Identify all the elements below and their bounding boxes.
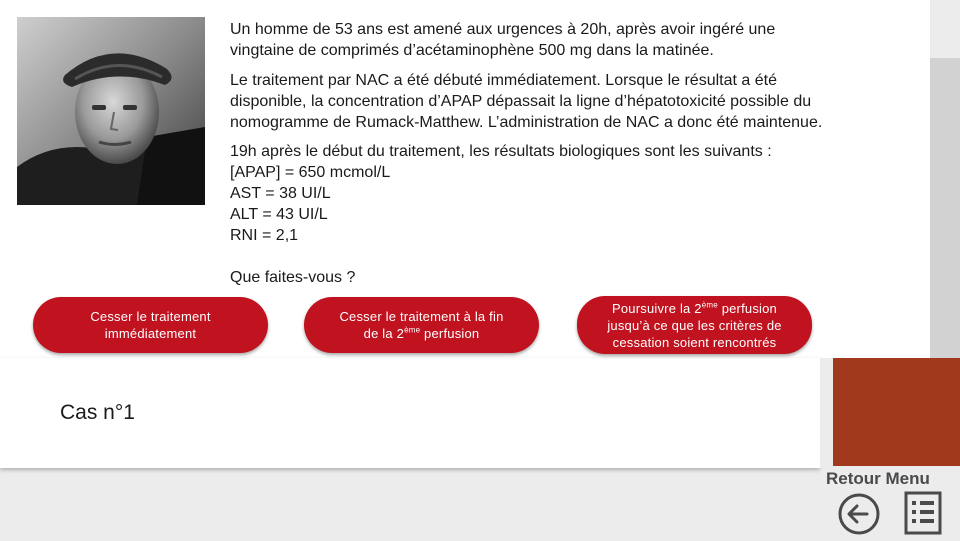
treatment-line: nomogramme de Rumack-Matthew. L’administration de NAC a donc été maintenue. [230, 114, 823, 131]
results-line: ALT = 43 UI/L [230, 206, 328, 223]
answer-line: cessation soient rencontrés [612, 334, 777, 350]
case-label: Cas n°1 [60, 401, 135, 424]
intro-line: Un homme de 53 ans est amené aux urgences à 20h, après avoir ingéré une [230, 21, 776, 38]
answer-stop-after-infusion-button[interactable] [304, 297, 539, 353]
patient-photo [17, 17, 205, 205]
accent-box [833, 358, 960, 466]
case-intro [230, 19, 920, 61]
side-strip [930, 58, 960, 360]
answer-line: Poursuivre la 2ème perfusion [612, 300, 777, 316]
list-document-icon[interactable] [903, 490, 943, 536]
answer-line: Cesser le traitement [90, 309, 211, 324]
answer-line: Cesser le traitement à la fin [339, 309, 504, 324]
retour-menu-link[interactable]: Retour Menu [826, 469, 930, 488]
results-line: AST = 38 UI/L [230, 185, 331, 202]
treatment-line: Le traitement par NAC a été débuté immédiatement. Lorsque le résultat a été [230, 72, 777, 89]
answer-line: de la 2ème perfusion [363, 325, 480, 341]
answer-continue-infusion-button[interactable] [577, 296, 812, 354]
question: Que faites-vous ? [230, 269, 356, 286]
lab-results [230, 141, 920, 246]
results-line: 19h après le début du traitement, les résultats biologiques sont les suivants : [230, 143, 772, 160]
treatment-paragraph [230, 70, 920, 133]
answer-line: immédiatement [104, 326, 197, 341]
answer-stop-immediately-button[interactable] [33, 297, 268, 353]
results-line: [APAP] = 650 mcmol/L [230, 164, 391, 181]
results-line: RNI = 2,1 [230, 227, 299, 244]
treatment-line: disponible, la concentration d’APAP dépassait la ligne d’hépatotoxicité possible du [230, 93, 812, 110]
arrow-left-circle-icon[interactable] [837, 492, 881, 536]
intro-line: vingtaine de comprimés d’acétaminophène 500 mg dans la matinée. [230, 42, 714, 59]
answer-line: jusqu’à ce que les critères de [607, 317, 782, 333]
